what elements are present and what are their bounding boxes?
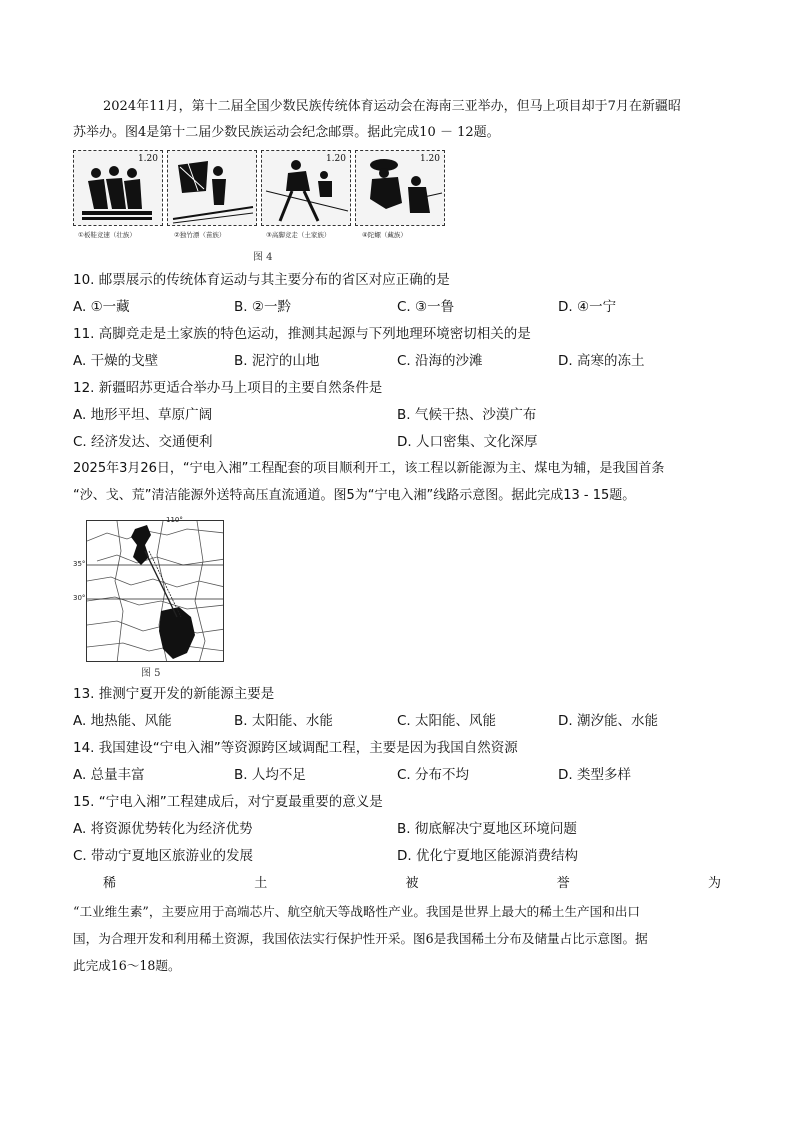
stamp-4-value: 1.20 [419, 154, 440, 164]
stamp-2 [167, 150, 257, 226]
stamp-1-value: 1.20 [137, 154, 158, 164]
figure-5-label: 图 5 [141, 668, 161, 679]
intro-2-line-1: 2025年3月26日，“宁电入湘”工程配套的项目顺利开工，该工程以新能源为主、煤电为辅，是我国首条 [73, 461, 665, 476]
figure-4-label: 图 4 [253, 252, 273, 263]
question-15-option-b[interactable]: B. 彻底解决宁夏地区环境问题 [397, 821, 577, 837]
question-14-option-c[interactable]: C. 分布不均 [397, 767, 470, 783]
question-13-option-a[interactable]: A. 地热能、风能 [73, 713, 172, 729]
question-12-stem: 12. 新疆昭苏更适合举办马上项目的主要自然条件是 [73, 380, 383, 396]
question-13-stem: 13. 推测宁夏开发的新能源主要是 [73, 686, 275, 702]
stamp-2-image [168, 151, 257, 226]
map-longitude-label: 110° [166, 516, 183, 524]
figure-5-map [86, 520, 224, 662]
question-11-stem: 11. 高脚竞走是土家族的特色运动，推测其起源与下列地理环境密切相关的是 [73, 326, 531, 342]
question-15-stem: 15. “宁电入湘”工程建成后，对宁夏最重要的意义是 [73, 794, 383, 810]
intro-3-line-4: 此完成16～18题。 [73, 958, 181, 973]
question-12-option-c[interactable]: C. 经济发达、交通便利 [73, 434, 213, 450]
question-10-option-c[interactable]: C. ③一鲁 [397, 299, 455, 315]
question-10-option-b[interactable]: B. ②一黔 [234, 299, 291, 315]
route-map-image [87, 521, 224, 662]
stamp-caption-3: ③高脚竞走（土家族） [266, 231, 331, 239]
question-10-option-d[interactable]: D. ④一宁 [558, 299, 617, 315]
intro-3-line-2: “工业维生素”，主要应用于高端芯片、航空航天等战略性产业。我国是世界上最大的稀土生产国和出口 [73, 904, 641, 919]
intro-2-line-2: “沙、戈、荒”清洁能源外送特高压直流通道。图5为“宁电入湘”线路示意图。据此完成13 - 15题。 [73, 488, 636, 503]
map-latitude-30-label: 30° [73, 594, 86, 602]
question-14-option-d[interactable]: D. 类型多样 [558, 767, 631, 783]
intro-3-word-4: 誉 [556, 876, 570, 891]
question-11-option-d[interactable]: D. 高寒的冻土 [558, 353, 645, 369]
intro-1-line-1: 2024年11月，第十二届全国少数民族传统体育运动会在海南三亚举办，但马上项目却于7月在新疆昭 [103, 99, 681, 114]
question-14-stem: 14. 我国建设“宁电入湘”等资源跨区域调配工程，主要是因为我国自然资源 [73, 740, 518, 756]
question-10-stem: 10. 邮票展示的传统体育运动与其主要分布的省区对应正确的是 [73, 272, 450, 288]
intro-1-line-2: 苏举办。图4是第十二届少数民族运动会纪念邮票。据此完成10 － 12题。 [73, 125, 500, 140]
intro-3-word-3: 被 [405, 876, 419, 891]
intro-3-word-2: 土 [254, 876, 268, 891]
stamp-4 [355, 150, 445, 226]
question-11-option-c[interactable]: C. 沿海的沙滩 [397, 353, 483, 369]
question-12-option-b[interactable]: B. 气候干热、沙漠广布 [397, 407, 537, 423]
question-12-option-d[interactable]: D. 人口密集、文化深厚 [397, 434, 538, 450]
intro-3-word-5: 为 [707, 876, 721, 891]
question-15-option-c[interactable]: C. 带动宁夏地区旅游业的发展 [73, 848, 254, 864]
question-15-option-a[interactable]: A. 将资源优势转化为经济优势 [73, 821, 253, 837]
question-13-option-b[interactable]: B. 太阳能、水能 [234, 713, 333, 729]
map-latitude-35-label: 35° [73, 560, 86, 568]
stamp-caption-2: ②独竹漂（苗族） [174, 231, 226, 239]
question-11-option-b[interactable]: B. 泥泞的山地 [234, 353, 320, 369]
question-10-option-a[interactable]: A. ①一藏 [73, 299, 130, 315]
intro-3-line-1 [73, 872, 721, 898]
question-15-option-d[interactable]: D. 优化宁夏地区能源消费结构 [397, 848, 578, 864]
question-12-option-a[interactable]: A. 地形平坦、草原广阔 [73, 407, 213, 423]
question-11-option-a[interactable]: A. 干燥的戈壁 [73, 353, 159, 369]
intro-3-line-3: 国，为合理开发和利用稀土资源，我国依法实行保护性开采。图6是我国稀土分布及储量占比示意图。据 [73, 931, 648, 946]
question-14-option-a[interactable]: A. 总量丰富 [73, 767, 145, 783]
intro-paragraph-1 [73, 94, 721, 120]
question-13-option-c[interactable]: C. 太阳能、风能 [397, 713, 497, 729]
intro-3-word-1: 稀 [103, 876, 117, 891]
stamps-figure [73, 150, 445, 230]
stamp-caption-1: ①板鞋竞速（壮族） [78, 231, 136, 239]
intro-paragraph-1-cont [73, 120, 721, 146]
stamp-3-value: 1.20 [325, 154, 346, 164]
stamp-1 [73, 150, 163, 226]
stamp-caption-4: ④陀螺（藏族） [362, 231, 407, 239]
question-14-option-b[interactable]: B. 人均不足 [234, 767, 306, 783]
stamp-3 [261, 150, 351, 226]
question-13-option-d[interactable]: D. 潮汐能、水能 [558, 713, 658, 729]
